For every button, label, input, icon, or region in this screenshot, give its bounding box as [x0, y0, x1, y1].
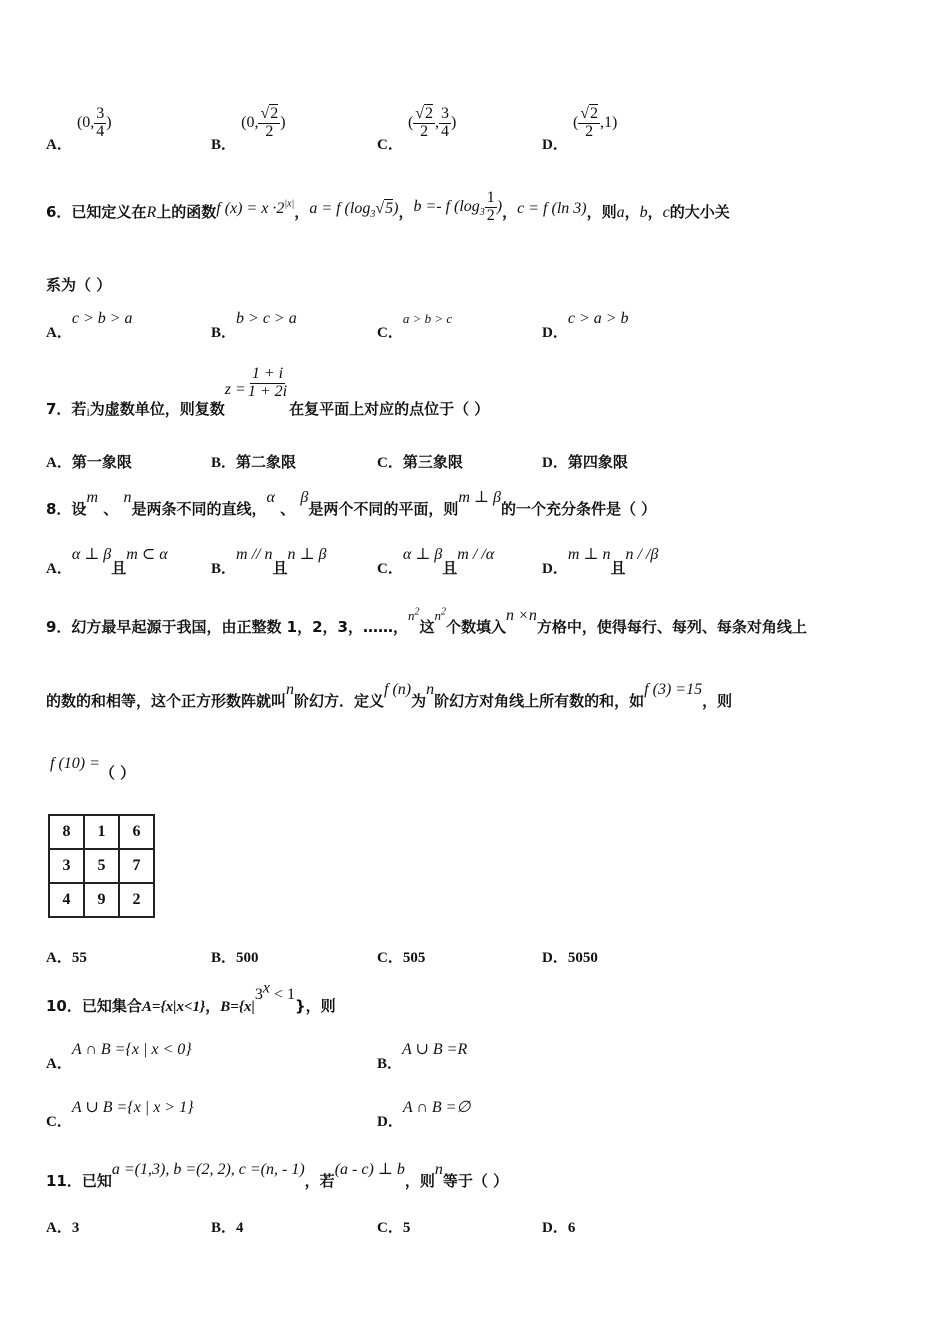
q9-stem-line3: f (10) =（ ） — [50, 755, 136, 782]
q9-option-b: B．500 — [211, 950, 259, 966]
table-row — [49, 815, 154, 849]
q10-option-d: D．A ∩ B =∅ — [377, 1099, 471, 1130]
q11-stem: 11．已知a =(1,3), b =(2, 2), c =(n, - 1)，若(a - c) ⊥ b，则n等于（ ） — [46, 1161, 509, 1190]
grid-cell: 3 — [49, 849, 84, 883]
q5-option-c — [377, 105, 457, 153]
option-label: A． — [46, 136, 72, 153]
math-expression: a > b > c — [402, 311, 453, 326]
q9-stem-line1: 9．幻方最早起源于我国，由正整数 1，2，3，……，$n^2$这$n^2$个数填入n ×n方格中，使得每行、每列、每条对角线上 — [46, 606, 807, 636]
q7-option-a: A．第一象限 — [46, 453, 132, 471]
grid-cell: 6 — [119, 815, 154, 849]
math-expression: c > a > b — [567, 310, 629, 327]
math-expression: (0, $\frac{3}{4}$ ) — [76, 105, 112, 140]
q5-option-d — [542, 105, 618, 153]
q11-option-a: A．3 — [46, 1220, 80, 1236]
math-expression: (0, $\frac{√2}{2}$ ) — [241, 105, 286, 140]
q11-option-b: B．4 — [211, 1220, 244, 1236]
table-row — [49, 849, 154, 883]
q9-option-d: D．5050 — [542, 950, 598, 966]
q6-stem: 6．已知定义在R上的函数f $(x) = x \cdot 2^{|x|}$，a = f $(\log_3√5)$，b =- f ($\log_3$ $\frac{1}{2}$ )，c = f (ln 3)，则a，b，c的大小关 — [46, 189, 730, 224]
option-label: C． — [377, 136, 403, 153]
grid-cell: 1 — [84, 815, 119, 849]
grid-cell: 2 — [119, 883, 154, 917]
math-expression: c > b > a — [71, 310, 133, 327]
q6-option-b: B．b > c > a — [211, 310, 297, 341]
q7-option-b: B．第二象限 — [211, 453, 297, 471]
q11-option-d: D．6 — [542, 1220, 576, 1236]
option-label: B． — [211, 136, 237, 153]
magic-square-figure — [48, 814, 155, 918]
q8-option-d: D．m ⊥ n且n / /β — [542, 546, 659, 577]
q11-option-c: C．5 — [377, 1220, 411, 1236]
q6-option-c: C．a > b > c — [377, 311, 453, 341]
q7-stem: 7．若$_i$为虚数单位，则复数z = $\frac{1 + i}{1 + 2i}$ 在复平面上对应的点位于（ ） — [46, 365, 490, 419]
grid-cell: 7 — [119, 849, 154, 883]
q8-option-a: A．α ⊥ β且m ⊂ α — [46, 546, 168, 577]
table-row — [49, 883, 154, 917]
math-expression: ( $\frac{√2}{2}$ , $\frac{3}{4}$ ) — [407, 105, 457, 140]
grid-cell: 8 — [49, 815, 84, 849]
q6-stem-cont: 系为（ ） — [46, 276, 112, 294]
option-label: D． — [542, 136, 568, 153]
q10-option-c: C．A ∪ B ={x | x > 1} — [46, 1099, 194, 1130]
q5-option-a — [46, 105, 112, 153]
q10-option-b: B．A ∪ B =R — [377, 1041, 468, 1072]
q7-option-c: C．第三象限 — [377, 453, 463, 471]
grid-cell: 4 — [49, 883, 84, 917]
q5-option-b — [211, 105, 286, 153]
q8-stem: 8．设m 、 n是两条不同的直线，α 、 β是两个不同的平面，则m ⊥ β的一个充分条件是（ ） — [46, 489, 657, 518]
q8-option-c: C．α ⊥ β且m / /α — [377, 546, 495, 577]
grid-cell: 9 — [84, 883, 119, 917]
q9-option-c: C．505 — [377, 950, 426, 966]
math-expression: ( $\frac{√2}{2}$ ,1) — [572, 105, 618, 140]
math-expression: b > c > a — [236, 310, 297, 327]
q10-option-a: A．A ∩ B ={x | x < 0} — [46, 1041, 192, 1072]
q9-option-a: A．55 — [46, 950, 87, 966]
grid-cell: 5 — [84, 849, 119, 883]
q8-option-b: B．m // n且n ⊥ β — [211, 546, 327, 577]
q6-option-a: A．c > b > a — [46, 310, 133, 341]
q7-option-d: D．第四象限 — [542, 453, 628, 471]
q6-option-d: D．c > a > b — [542, 310, 629, 341]
q9-stem-line2: 的数的和相等，这个正方形数阵就叫n阶幻方．定义f (n)为n阶幻方对角线上所有数的和，如f (3) =15，则 — [46, 681, 733, 710]
q10-stem: 10．已知集合A={x|x<1}，$B=\{x|3^x < 1\}$，则 — [46, 980, 336, 1016]
